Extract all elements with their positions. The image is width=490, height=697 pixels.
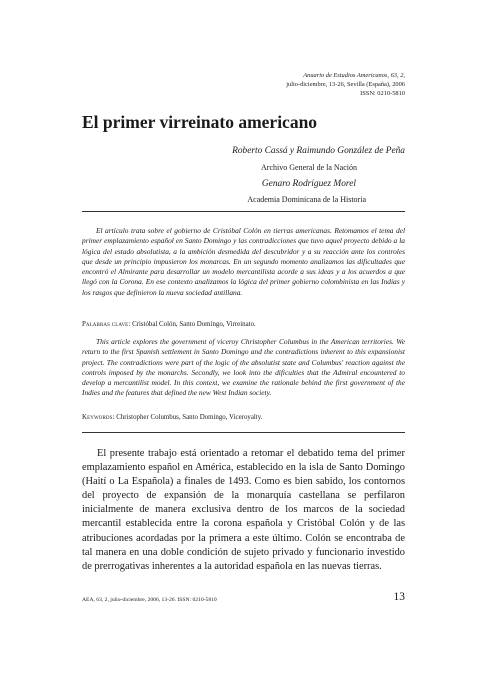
journal-header	[155, 72, 405, 99]
journal-header-line-3: ISSN: 0210-5810	[360, 89, 405, 97]
footer-citation: AEA, 63, 2, julio-diciembre, 2006, 13-26. ISSN: 0210-5810	[82, 597, 217, 603]
article-title: El primer virreinato americano	[82, 112, 318, 132]
abstract-spanish: El artículo trata sobre el gobierno de Cristóbal Colón en tierras americanas. Retomamos el tema del primer emplazamiento español en Santo Domingo y las contradicciones que tuvo aquel proyecto debido a la lógica del estado absolutista, a la ambición desmedida del descubridor y a su reacción ante los controles que desde un principio impusieron los monarcas. En un segundo momento analizamos las dificultades que encontró el Almirante para desarrollar un modelo mercantilista acorde a sus ideas y a los acuerdos a que llegó con la Corona. En ese contexto analizamos la lógica del primer gobierno colombinista en las Indias y los rasgos que definieron la nueva sociedad antillana.	[82, 226, 405, 297]
divider-bottom	[82, 432, 405, 433]
body-paragraph: El presente trabajo está orientado a retomar el debatido tema del primer emplazamiento español en América, establecido en la isla de Santo Domingo (Haití o La Española) a finales de 1493. Como es bien sabido, los contornos del proyecto de expansión de la monarquía castellana se perfilaron inicialmente de manera exclusiva dentro de los marcos de la sociedad mercantil establecida entre la corona española y Cristóbal Colón y de las atribuciones acordadas por la primera a este último. Colón se encontraba de tal manera en una doble condición de sujeto privado y funcionario investido de prerrogativas inherentes a la autoridad española en las nuevas tierras.	[82, 448, 405, 572]
keywords-english-label: Keywords:	[82, 414, 115, 421]
page-number: 13	[393, 591, 405, 603]
authors-primary: Roberto Cassá y Raimundo González de Peña	[232, 146, 405, 156]
abstract-english: This article explores the government of viceroy Christopher Columbus in the American territories. We return to the first Spanish settlement in Santo Domingo and the contradictions inherent to this expansionist project. The contradictions were part of the logic of the absolutist state and Columbus' reaction against the controls imposed by the monarchs. Secondly, we look into the dificulties that the Admiral encountered to develop a mercantilist model. In this context, we examine the rationale behind the first government of the Indies and the features that defined the new West Indian society.	[82, 337, 405, 398]
keywords-spanish	[82, 320, 405, 329]
divider-top	[82, 211, 405, 212]
keywords-spanish-text: Cristóbal Colón, Santo Domingo, Virreinato.	[132, 321, 256, 328]
authors-secondary: Genaro Rodríguez Morel	[261, 179, 356, 189]
journal-header-line-2: julio-diciembre, 13-26, Sevilla (España), 2006	[286, 80, 405, 88]
institution-secondary: Academia Dominicana de la Historia	[247, 195, 366, 204]
keywords-english	[82, 413, 405, 422]
institution-primary: Archivo General de la Nación	[261, 163, 357, 172]
keywords-spanish-label: Palabras clave:	[82, 321, 131, 328]
keywords-english-text: Christopher Columbus, Santo Domingo, Viceroyalty.	[116, 414, 263, 421]
journal-header-line-1: Anuario de Estudios Americanos, 63, 2,	[303, 72, 405, 79]
